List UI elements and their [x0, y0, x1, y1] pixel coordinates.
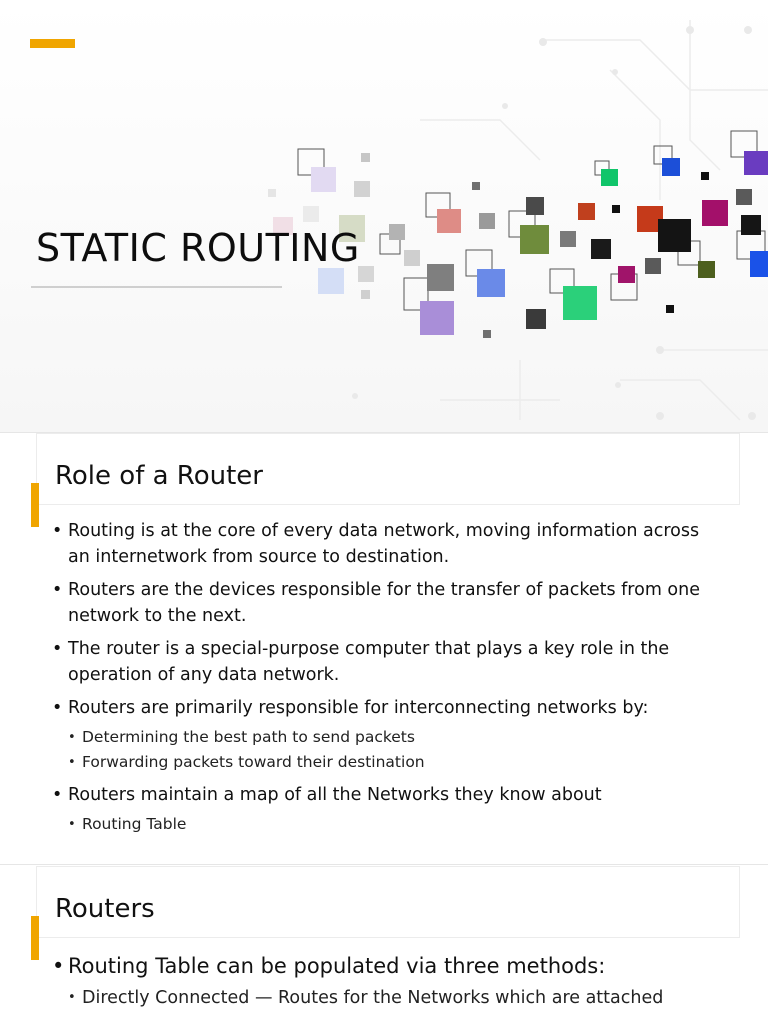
sub-bullet-item: • Routing Table	[68, 812, 722, 837]
sub-bullet-item: • Determining the best path to send packets	[68, 725, 722, 750]
title-slide	[0, 0, 768, 432]
bullet-item: • Routers are primarily responsible for interconnecting networks by: • Determining the best path to send packets • Forwarding packets toward their destination	[52, 695, 722, 775]
sub-bullet-item: • Forwarding packets toward their destination	[68, 750, 722, 775]
title-underline	[31, 286, 282, 288]
slide-heading-box	[36, 433, 740, 505]
bullet-item: • Routers are the devices responsible for the transfer of packets from one network to the next.	[52, 577, 722, 629]
bullet-list	[52, 518, 722, 844]
bullet-list	[52, 951, 722, 1018]
accent-bar	[31, 483, 39, 527]
slide-title: STATIC ROUTING	[36, 226, 360, 270]
sub-bullet-item: • Directly Connected — Routes for the Networks which are attached	[68, 985, 722, 1011]
sub-bullet-list	[68, 812, 722, 837]
slide-heading: Routers	[55, 894, 155, 924]
bullet-item: • Routing is at the core of every data network, moving information across an internetwork from source to destination.	[52, 518, 722, 570]
slide-heading: Role of a Router	[55, 461, 263, 491]
sub-bullet-list	[68, 725, 722, 775]
sub-bullet-list	[68, 985, 722, 1011]
bullet-item: • The router is a special-purpose computer that plays a key role in the operation of any data network.	[52, 636, 722, 688]
bullet-item: • Routers maintain a map of all the Networks they know about • Routing Table	[52, 782, 722, 837]
bullet-item: • Routing Table can be populated via three methods: • Directly Connected — Routes for the Networks which are attached	[52, 951, 722, 1011]
slide-divider	[0, 864, 768, 865]
slide-heading-box	[36, 866, 740, 938]
decorative-squares-graphic	[0, 0, 768, 432]
accent-bar	[31, 916, 39, 960]
